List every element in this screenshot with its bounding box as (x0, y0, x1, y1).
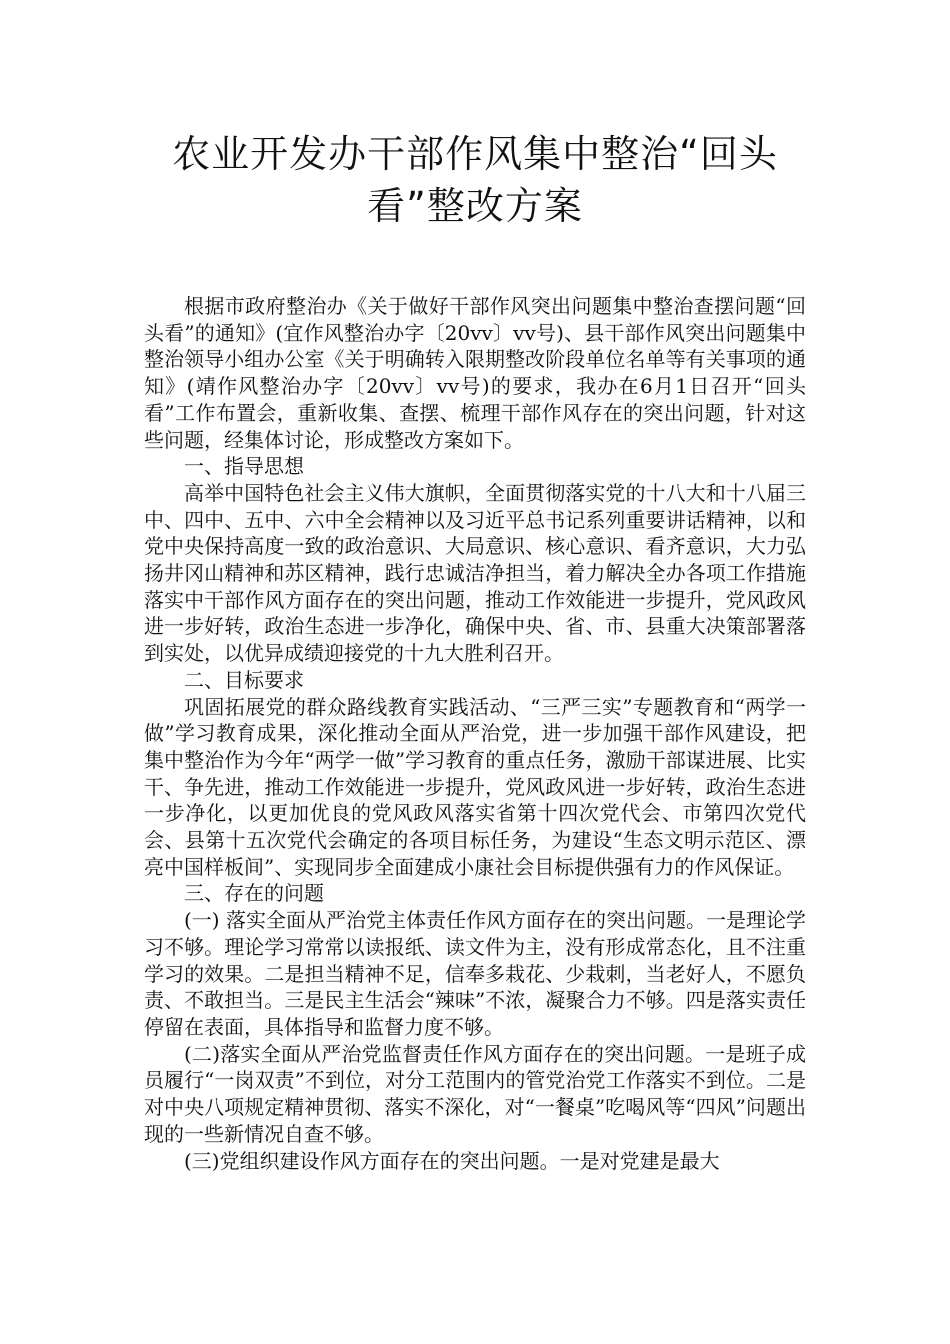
objectives-paragraph: 巩固拓展党的群众路线教育实践活动、“三严三实”专题教育和“两学一做”学习教育成果，深化推动全面从严治党，进一步加强干部作风建设，把集中整治作为今年“两学一做”学习教育的重点任务，激励干部谋进展、比实干、争先进，推动工作效能进一步提升，党风政风进一步好转，政治生态进一步净化，以更加优良的党风政风落实省第十四次党代会、市第四次党代会、县第十五次党代会确定的各项目标任务，为建设“生态文明示范区、漂亮中国样板间”、实现同步全面建成小康社会目标提供强有力的作风保证。 (144, 694, 806, 879)
title-line-2: 看”整改方案 (367, 184, 583, 228)
title-line-1: 农业开发办干部作风集中整治“回头 (172, 132, 778, 176)
problem-paragraph-3: (三)党组织建设作风方面存在的突出问题。一是对党建是最大 (184, 1148, 720, 1173)
section-heading-objectives: 二、目标要求 (184, 667, 304, 692)
guiding-ideology-paragraph: 高举中国特色社会主义伟大旗帜，全面贯彻落实党的十八大和十八届三中、四中、五中、六中全会精神以及习近平总书记系列重要讲话精神，以和党中央保持高度一致的政治意识、大局意识、核心意识、看齐意识，大力弘扬井冈山精神和苏区精神，践行忠诚洁净担当，着力解决全办各项工作措施落实中干部作风方面存在的突出问题，推动工作效能进一步提升，党风政风进一步好转，政治生态进一步净化，确保中央、省、市、县重大决策部署落到实处，以优异成绩迎接党的十九大胜利召开。 (144, 480, 806, 666)
problem-paragraph-2: (二)落实全面从严治党监督责任作风方面存在的突出问题。一是班子成员履行“一岗双责”不到位，对分工范围内的管党治党工作落实不到位。二是对中央八项规定精神贯彻、落实不深化，对“一餐桌”吃喝风等“四风”问题出现的一些新情况自查不够。 (144, 1041, 806, 1146)
document-title (140, 128, 810, 232)
section-heading-existing-problems: 三、存在的问题 (184, 881, 324, 906)
intro-paragraph: 根据市政府整治办《关于做好干部作风突出问题集中整治查摆问题“回头看”的通知》(宜作风整治办字〔20vv〕vv号)、县干部作风突出问题集中整治领导小组办公室《关于明确转入限期整改阶段单位名单等有关事项的通知》(靖作风整治办字〔20vv〕vv号)的要求，我办在6月1日召开“回头看”工作布置会，重新收集、查摆、梳理干部作风存在的突出问题，针对这些问题，经集体讨论，形成整改方案如下。 (144, 294, 806, 452)
problem-paragraph-1: (一) 落实全面从严治党主体责任作风方面存在的突出问题。一是理论学习不够。理论学习常常以读报纸、读文件为主，没有形成常态化，且不注重学习的效果。二是担当精神不足，信奉多栽花、少栽刺，当老好人，不愿负责、不敢担当。三是民主生活会“辣味”不浓，凝聚合力不够。四是落实责任停留在表面，具体指导和监督力度不够。 (144, 908, 806, 1039)
section-heading-guiding-ideology: 一、指导思想 (184, 454, 304, 479)
document-body (144, 293, 806, 1174)
